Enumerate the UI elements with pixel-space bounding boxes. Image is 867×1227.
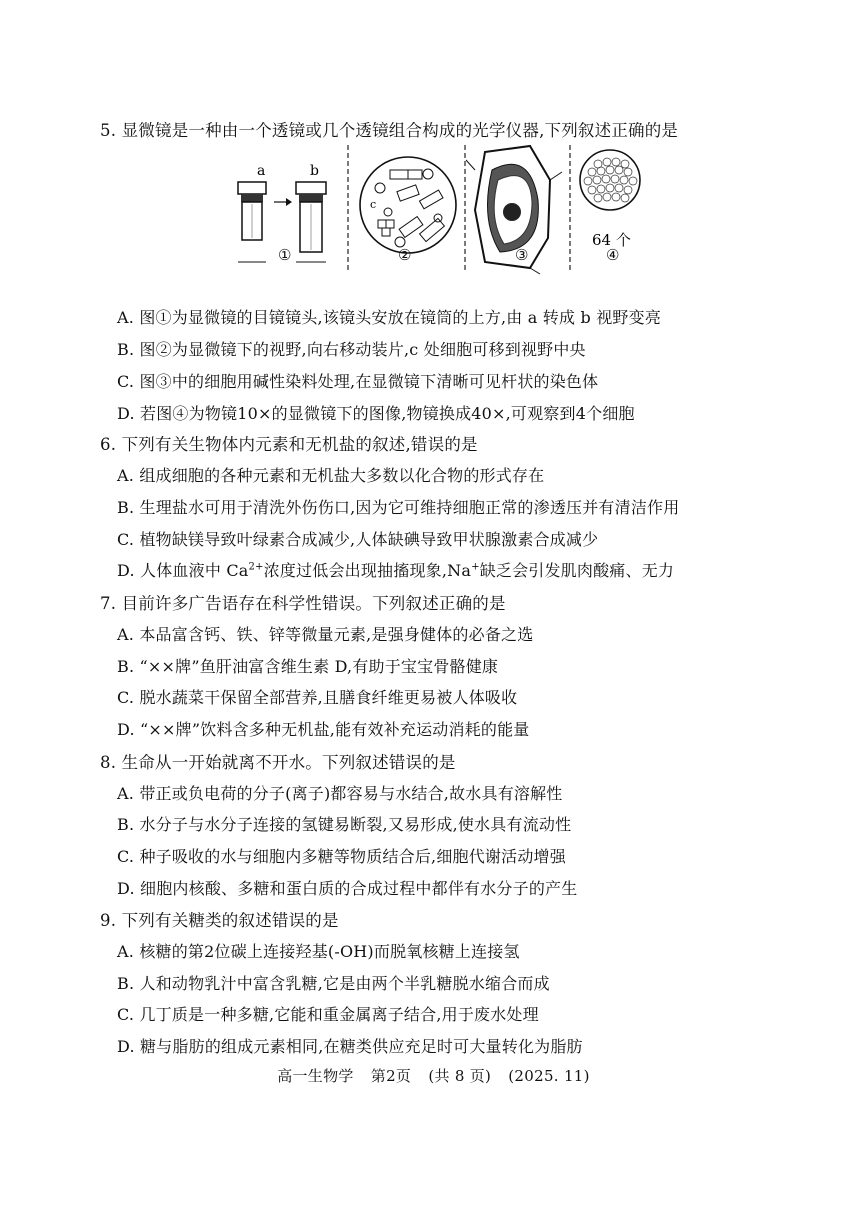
- q8-option-c: C. 种子吸收的水与细胞内多糖等物质结合后,细胞代谢活动增强: [117, 847, 566, 866]
- q9-option-d: D. 糖与脂肪的组成元素相同,在糖类供应充足时可大量转化为脂肪: [117, 1037, 583, 1056]
- q7-option-a: A. 本品富含钙、铁、锌等微量元素,是强身健体的必备之选: [117, 625, 534, 644]
- footer-total: (共 8 页): [428, 1067, 492, 1085]
- lens-a: [238, 182, 266, 240]
- arrow-head-icon: [286, 198, 292, 206]
- q6-option-c: C. 植物缺镁导致叶绿素合成减少,人体缺碘导致甲状腺激素合成减少: [117, 530, 599, 549]
- q5-option-d: D. 若图④为物镜10×的显微镜下的图像,物镜换成40×,可观察到4个细胞: [117, 404, 635, 423]
- q8-option-b: B. 水分子与水分子连接的氢键易断裂,又易形成,使水具有流动性: [117, 815, 572, 834]
- q7-option-b: B. “××牌”鱼肝油富含维生素 D,有助于宝宝骨骼健康: [117, 657, 499, 676]
- q5-option-a: A. 图①为显微镜的目镜镜头,该镜头安放在镜筒的上方,由 a 转成 b 视野变亮: [117, 308, 662, 327]
- page-footer: [0, 1065, 867, 1086]
- lens-b: [296, 182, 326, 252]
- panel-label-1: ①: [278, 246, 292, 264]
- panel-label-3: ③: [515, 246, 529, 264]
- q7-option-c: C. 脱水蔬菜干保留全部营养,且膳食纤维更易被人体吸收: [117, 688, 518, 707]
- q8-option-a: A. 带正或负电荷的分子(离子)都容易与水结合,故水具有溶解性: [117, 784, 563, 803]
- panel-label-4: ④: [606, 246, 620, 264]
- cell-c-label: c: [370, 198, 377, 211]
- panel-label-2: ②: [398, 246, 412, 264]
- q5-option-b: B. 图②为显微镜下的视野,向右移动装片,c 处细胞可移到视野中央: [117, 340, 586, 359]
- q9-stem: 9. 下列有关糖类的叙述错误的是: [100, 911, 339, 930]
- q5-figure: [230, 140, 660, 275]
- microscope-figure: [230, 140, 660, 275]
- q7-option-d: D. “××牌”饮料含多种无机盐,能有效补充运动消耗的能量: [117, 720, 530, 739]
- q9-option-a: A. 核糖的第2位碳上连接羟基(-OH)而脱氧核糖上连接氢: [117, 942, 520, 961]
- q6-option-a: A. 组成细胞的各种元素和无机盐大多数以化合物的形式存在: [117, 466, 545, 485]
- q8-option-d: D. 细胞内核酸、多糖和蛋白质的合成过程中都伴有水分子的产生: [117, 879, 578, 898]
- q9-option-b: B. 人和动物乳汁中富含乳糖,它是由两个半乳糖脱水缩合而成: [117, 974, 550, 993]
- lens-b-label: b: [310, 163, 319, 179]
- q5-stem: 5. 显微镜是一种由一个透镜或几个透镜组合构成的光学仪器,下列叙述正确的是: [100, 121, 679, 140]
- q5-option-c: C. 图③中的细胞用碱性染料处理,在显微镜下清晰可见杆状的染色体: [117, 372, 599, 391]
- footer-subject: 高一生物学: [277, 1067, 354, 1085]
- plant-cell-3: [466, 146, 562, 274]
- lens-a-label: a: [257, 163, 266, 179]
- q9-option-c: C. 几丁质是一种多糖,它能和重金属离子结合,用于废水处理: [117, 1005, 539, 1024]
- footer-date: (2025. 11): [508, 1067, 590, 1085]
- view4-count: 64 个: [592, 231, 631, 249]
- view-field-4: [580, 150, 640, 210]
- q6-option-d: D. 人体血液中 $Ca^{2+}$浓度过低会出现抽搐现象,Na+缺乏会引发肌肉酸痛、无力: [117, 561, 675, 580]
- q6-stem: 6. 下列有关生物体内元素和无机盐的叙述,错误的是: [100, 435, 478, 454]
- footer-page: 第2页: [370, 1067, 412, 1085]
- q7-stem: 7. 目前许多广告语存在科学性错误。下列叙述正确的是: [100, 594, 506, 613]
- q6-option-b: B. 生理盐水可用于清洗外伤伤口,因为它可维持细胞正常的渗透压并有清洁作用: [117, 498, 680, 517]
- q8-stem: 8. 生命从一开始就离不开水。下列叙述错误的是: [100, 753, 456, 772]
